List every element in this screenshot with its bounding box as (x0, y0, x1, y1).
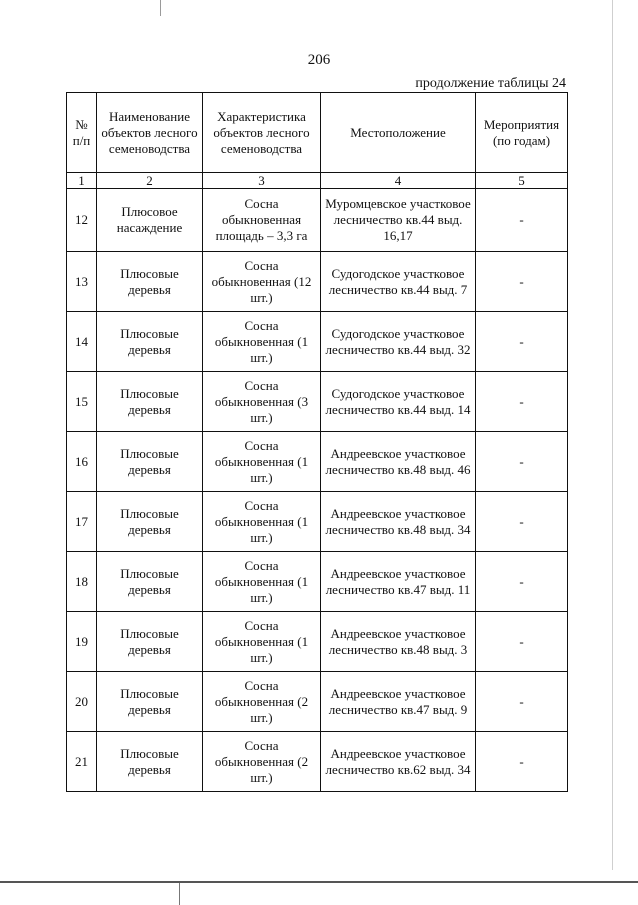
object-location: Судогодское участковое лесничество кв.44 выд. 14 (321, 372, 476, 432)
object-name: Плюсовые деревья (97, 672, 203, 732)
scan-edge-line-right (612, 0, 613, 870)
object-activities: - (476, 372, 568, 432)
table-row (67, 432, 568, 492)
table-row (67, 552, 568, 612)
header-object-name: Наименование объектов лесного семеноводства (97, 93, 203, 173)
table-row (67, 492, 568, 552)
object-name: Плюсовые деревья (97, 252, 203, 312)
object-location: Судогодское участковое лесничество кв.44 выд. 7 (321, 252, 476, 312)
table-continuation-caption: продолжение таблицы 24 (415, 76, 566, 91)
column-number: 3 (203, 173, 321, 189)
row-number: 14 (67, 312, 97, 372)
object-name: Плюсовые деревья (97, 312, 203, 372)
object-activities: - (476, 312, 568, 372)
object-activities: - (476, 189, 568, 252)
scan-edge-tick-bottom (179, 883, 180, 905)
row-number: 18 (67, 552, 97, 612)
table-row (67, 312, 568, 372)
object-location: Андреевское участковое лесничество кв.48 выд. 34 (321, 492, 476, 552)
object-location: Андреевское участковое лесничество кв.47 выд. 11 (321, 552, 476, 612)
scan-edge-line-bottom (0, 881, 638, 883)
object-characteristics: Сосна обыкновенная (1 шт.) (203, 432, 321, 492)
object-activities: - (476, 432, 568, 492)
column-number: 4 (321, 173, 476, 189)
table-row (67, 189, 568, 252)
table-row (67, 612, 568, 672)
object-activities: - (476, 672, 568, 732)
table-header-row (67, 93, 568, 173)
object-characteristics: Сосна обыкновенная (1 шт.) (203, 612, 321, 672)
header-location: Местоположение (321, 93, 476, 173)
object-activities: - (476, 492, 568, 552)
column-number: 5 (476, 173, 568, 189)
row-number: 16 (67, 432, 97, 492)
forest-seed-objects-table (66, 92, 568, 792)
header-activities: Мероприятия (по годам) (476, 93, 568, 173)
object-name: Плюсовое насаждение (97, 189, 203, 252)
object-characteristics: Сосна обыкновенная (12 шт.) (203, 252, 321, 312)
row-number: 20 (67, 672, 97, 732)
object-characteristics: Сосна обыкновенная (1 шт.) (203, 492, 321, 552)
object-activities: - (476, 552, 568, 612)
row-number: 15 (67, 372, 97, 432)
column-numbers-row (67, 173, 568, 189)
row-number: 13 (67, 252, 97, 312)
row-number: 17 (67, 492, 97, 552)
object-location: Андреевское участковое лесничество кв.47 выд. 9 (321, 672, 476, 732)
row-number: 19 (67, 612, 97, 672)
object-name: Плюсовые деревья (97, 492, 203, 552)
scan-edge-line-top (160, 0, 161, 16)
object-location: Муромцевское участковое лесничество кв.44 выд. 16,17 (321, 189, 476, 252)
row-number: 12 (67, 189, 97, 252)
object-location: Андреевское участковое лесничество кв.48 выд. 46 (321, 432, 476, 492)
object-activities: - (476, 732, 568, 792)
object-name: Плюсовые деревья (97, 372, 203, 432)
object-location: Андреевское участковое лесничество кв.48 выд. 3 (321, 612, 476, 672)
table-row (67, 372, 568, 432)
header-characteristics: Характеристика объектов лесного семеноводства (203, 93, 321, 173)
object-activities: - (476, 612, 568, 672)
object-characteristics: Сосна обыкновенная (2 шт.) (203, 672, 321, 732)
column-number: 2 (97, 173, 203, 189)
table-row (67, 732, 568, 792)
object-characteristics: Сосна обыкновенная (1 шт.) (203, 312, 321, 372)
page-number: 206 (307, 52, 331, 68)
object-characteristics: Сосна обыкновенная площадь – 3,3 га (203, 189, 321, 252)
object-name: Плюсовые деревья (97, 432, 203, 492)
column-number: 1 (67, 173, 97, 189)
header-number: № п/п (67, 93, 97, 173)
row-number: 21 (67, 732, 97, 792)
object-location: Андреевское участковое лесничество кв.62 выд. 34 (321, 732, 476, 792)
table-row (67, 252, 568, 312)
object-name: Плюсовые деревья (97, 612, 203, 672)
object-location: Судогодское участковое лесничество кв.44 выд. 32 (321, 312, 476, 372)
object-name: Плюсовые деревья (97, 552, 203, 612)
object-characteristics: Сосна обыкновенная (2 шт.) (203, 732, 321, 792)
object-activities: - (476, 252, 568, 312)
object-characteristics: Сосна обыкновенная (1 шт.) (203, 552, 321, 612)
table-row (67, 672, 568, 732)
object-characteristics: Сосна обыкновенная (3 шт.) (203, 372, 321, 432)
object-name: Плюсовые деревья (97, 732, 203, 792)
